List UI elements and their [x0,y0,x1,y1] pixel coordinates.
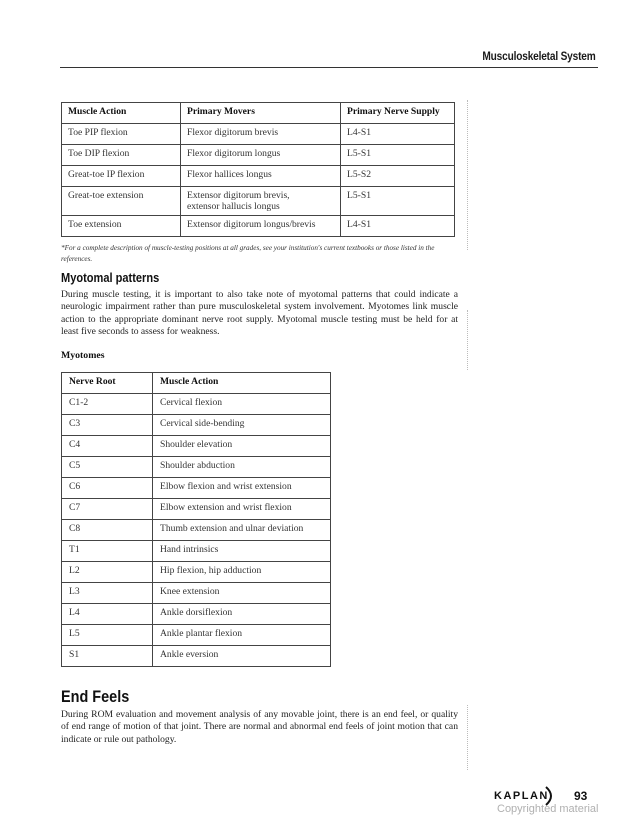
table-row [62,436,331,457]
margin-dotted-rule [467,100,468,250]
table-cell: Extensor digitorum longus/brevis [181,216,341,237]
table-row [62,499,331,520]
column-header: Primary Nerve Supply [341,103,455,124]
table-cell: Shoulder elevation [153,436,331,457]
table-row [62,187,455,216]
table-cell: Elbow flexion and wrist extension [153,478,331,499]
table-cell: Extensor digitorum brevis, extensor hallucis longus [181,187,341,216]
table-cell: L4-S1 [341,216,455,237]
table-cell: Cervical flexion [153,394,331,415]
table-row [62,625,331,646]
column-header: Muscle Action [153,373,331,394]
table-cell: Thumb extension and ulnar deviation [153,520,331,541]
table-cell: Hand intrinsics [153,541,331,562]
column-header: Primary Movers [181,103,341,124]
section-heading-myotomal: Myotomal patterns [61,270,160,285]
table-cell: C5 [62,457,153,478]
table-cell: S1 [62,646,153,667]
table-cell: Great-toe IP flexion [62,166,181,187]
column-header: Muscle Action [62,103,181,124]
table-row [62,646,331,667]
table-cell: L2 [62,562,153,583]
table-cell: L4-S1 [341,124,455,145]
table-cell: L4 [62,604,153,625]
margin-dotted-rule [467,705,468,770]
table-header-row [62,103,455,124]
section-heading-end-feels: End Feels [61,687,130,706]
table-cell: Hip flexion, hip adduction [153,562,331,583]
table-cell: C4 [62,436,153,457]
table-cell: Ankle eversion [153,646,331,667]
table-header-row [62,373,331,394]
table-row [62,415,331,436]
table-row [62,166,455,187]
myotomes-table [61,372,331,667]
table-cell: Flexor digitorum brevis [181,124,341,145]
table-cell: C6 [62,478,153,499]
table-cell: C7 [62,499,153,520]
margin-dotted-rule [467,310,468,370]
running-header: Musculoskeletal System [482,51,596,63]
table-cell: Great-toe extension [62,187,181,216]
watermark: Copyrighted material [497,803,599,815]
table-row [62,562,331,583]
table-cell: Toe DIP flexion [62,145,181,166]
table-cell: Flexor hallices longus [181,166,341,187]
table-row [62,478,331,499]
table-cell: Ankle plantar flexion [153,625,331,646]
table-cell: L5-S2 [341,166,455,187]
table-cell: Toe extension [62,216,181,237]
table-cell: C1-2 [62,394,153,415]
table-row [62,541,331,562]
table-row [62,520,331,541]
table-cell: L5-S1 [341,187,455,216]
table-row [62,124,455,145]
table-row [62,216,455,237]
table-cell: T1 [62,541,153,562]
publisher-logo: KAPLAN [494,790,549,802]
muscle-action-table [61,102,455,237]
table-row [62,145,455,166]
table-cell: L5 [62,625,153,646]
myotomes-label: Myotomes [61,350,105,361]
table-cell: Flexor digitorum longus [181,145,341,166]
table-cell: Cervical side-bending [153,415,331,436]
table-cell: L3 [62,583,153,604]
table-row [62,457,331,478]
table-footnote: *For a complete description of muscle-testing positions at all grades, see your institution's current textbooks or those listed in the references. [61,244,435,263]
table-row [62,394,331,415]
table-cell: Toe PIP flexion [62,124,181,145]
table-cell: C3 [62,415,153,436]
table-cell: Ankle dorsiflexion [153,604,331,625]
paragraph-myotomal: During muscle testing, it is important to also take note of myotomal patterns that could indicate a neurologic impairment rather than pure musculoskeletal system involvement. Myotomes link muscle action to the appropriate dominant nerve root supply. Myotomal muscle testing must be held for at least five seconds to assess for weakness. [61,289,458,338]
header-rule [60,67,598,68]
table-cell: Knee extension [153,583,331,604]
page-number: 93 [574,789,588,803]
table-row [62,583,331,604]
table-cell: L5-S1 [341,145,455,166]
paragraph-end-feels: During ROM evaluation and movement analysis of any movable joint, there is an end feel, or quality of end range of motion of that joint. There are normal and abnormal end feels of joint motion that can indicate or rule out pathology. [61,709,458,745]
table-cell: C8 [62,520,153,541]
column-header: Nerve Root [62,373,153,394]
table-cell: Elbow extension and wrist flexion [153,499,331,520]
table-cell: Shoulder abduction [153,457,331,478]
table-row [62,604,331,625]
